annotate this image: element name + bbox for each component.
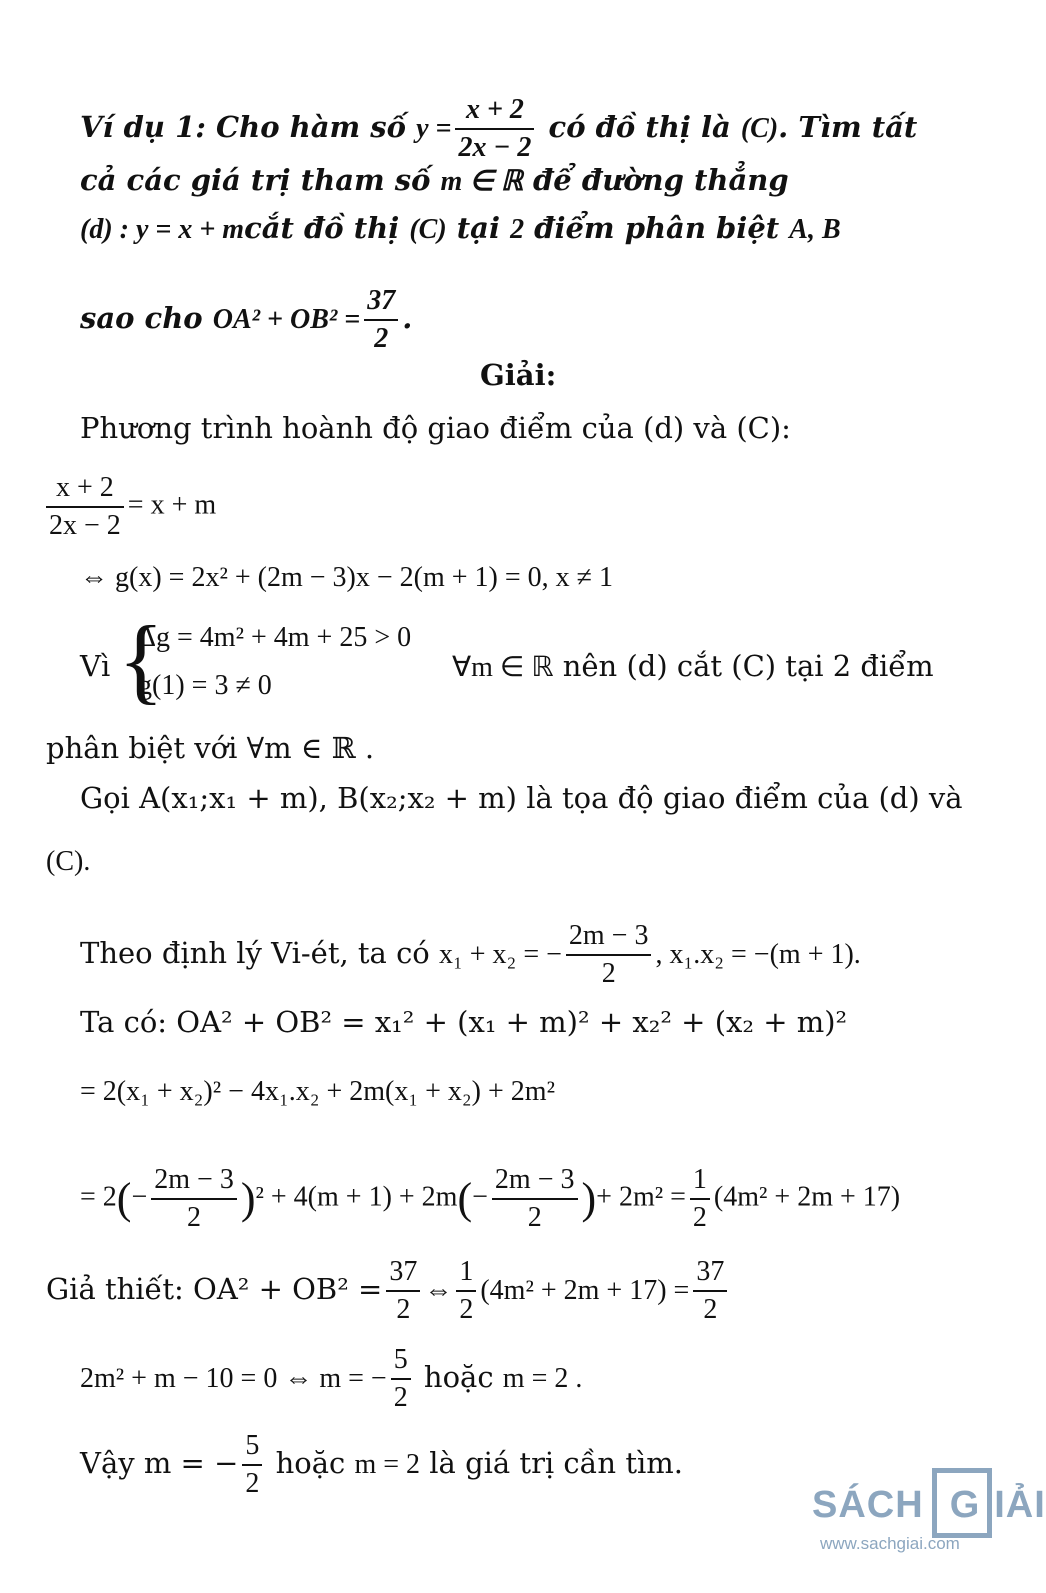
solution-line-6: Gọi A(x₁;x₁ + m), B(x₂;x₂ + m) là tọa độ giao điểm của (d) và: [80, 781, 963, 815]
math-expression: m = 2: [354, 1449, 421, 1480]
solution-text: là giá trị cần tìm.: [420, 1446, 683, 1480]
math-expression: ⇔: [424, 1275, 453, 1306]
logo-text: [812, 1484, 1046, 1527]
paren-open: (: [116, 1174, 132, 1223]
fraction-numerator: 37: [693, 1254, 727, 1292]
paren-close: ): [581, 1174, 597, 1223]
fraction-denominator: 2: [393, 1382, 408, 1413]
fraction-denominator: 2: [396, 1294, 411, 1325]
problem-text: . Tìm tất: [778, 110, 918, 144]
fraction-numerator: x + 2: [455, 92, 534, 130]
fraction-numerator: 37: [364, 283, 398, 321]
solution-text: Giả thiết: OA² + OB² =: [46, 1272, 383, 1306]
fraction: [456, 1254, 476, 1328]
fraction-numerator: 1: [690, 1162, 710, 1200]
problem-text: .: [402, 301, 413, 335]
problem-text: tại: [446, 211, 511, 245]
solution-text: Vậy m = −: [80, 1446, 239, 1480]
solution-line-4-vi: Vì: [80, 649, 111, 683]
paren-close: ): [240, 1174, 256, 1223]
solution-line-5: phân biệt với ∀m ∈ ℝ .: [46, 731, 375, 765]
math-expression: (C): [409, 214, 447, 245]
math-expression: −: [472, 1181, 488, 1213]
logo-text-left: SÁCH: [812, 1484, 924, 1526]
math-expression: , x₁.x₂ = −(m + 1).: [655, 939, 861, 970]
fraction: [566, 918, 652, 992]
fraction-numerator: 2m − 3: [492, 1162, 578, 1200]
problem-text: sao cho: [80, 301, 213, 335]
fraction: [364, 283, 398, 357]
system-row-2: g(1) = 3 ≠ 0: [138, 670, 272, 701]
logo-url: www.sachgiai.com: [820, 1534, 960, 1553]
logo-text-right: IẢI: [994, 1484, 1046, 1526]
solution-heading: Giải:: [480, 358, 557, 392]
fraction-denominator: 2x − 2: [49, 510, 121, 541]
fraction: [151, 1162, 237, 1236]
fraction-numerator: 1: [456, 1254, 476, 1292]
fraction-denominator: 2: [703, 1294, 718, 1325]
math-expression: (C): [740, 113, 779, 144]
solution-line-11: [80, 1162, 900, 1236]
fraction: [690, 1162, 710, 1236]
solution-text: nên (d) cắt (C) tại 2 điểm: [553, 649, 934, 683]
problem-text: để đường thẳng: [522, 163, 789, 197]
math-expression: ² + 4(m + 1) + 2m: [255, 1181, 458, 1213]
fraction-numerator: 2m − 3: [566, 918, 652, 956]
math-expression: 2m² + m − 10 = 0 ⇔ m = −: [80, 1363, 387, 1394]
math-expression: = 2: [80, 1181, 117, 1213]
fraction: [492, 1162, 578, 1236]
math-expression: (4m² + 2m + 17) =: [480, 1275, 690, 1306]
problem-text: cả các giá trị tham số: [80, 163, 441, 197]
math-expression: m ∈ ℝ: [440, 166, 523, 197]
fraction-numerator: 2m − 3: [151, 1162, 237, 1200]
math-expression: OA² + OB² =: [212, 304, 361, 335]
fraction-denominator: 2: [374, 323, 389, 354]
problem-text: Ví dụ 1: Cho hàm số: [80, 110, 417, 144]
solution-line-8: [80, 918, 861, 992]
fraction-numerator: x + 2: [46, 470, 124, 508]
solution-text: hoặc: [414, 1360, 503, 1394]
fraction-numerator: 37: [386, 1254, 420, 1292]
math-expression: = x + m: [127, 489, 217, 521]
solution-line-1: Phương trình hoành độ giao điểm của (d) và (C):: [80, 411, 791, 445]
fraction: [455, 92, 534, 166]
fraction: [242, 1428, 262, 1502]
solution-line-13: [80, 1342, 582, 1416]
solution-line-3: ⇔ g(x) = 2x² + (2m − 3)x − 2(m + 1) = 0, x ≠ 1: [80, 562, 614, 593]
problem-line-3: [80, 208, 841, 250]
math-expression: (4m² + 2m + 17): [713, 1181, 901, 1213]
paren-open: (: [457, 1174, 473, 1223]
logo-text-box: G: [949, 1484, 981, 1526]
solution-line-9: Ta có: OA² + OB² = x₁² + (x₁ + m)² + x₂² + (x₂ + m)²: [80, 1005, 848, 1039]
fraction-denominator: 2x − 2: [458, 132, 532, 163]
math-expression: + 2m² =: [596, 1181, 686, 1213]
problem-text: cắt đồ thị: [244, 211, 410, 245]
fraction-denominator: 2: [601, 958, 616, 989]
fraction-denominator: 2: [187, 1202, 202, 1233]
solution-line-10: = 2(x₁ + x₂)² − 4x₁.x₂ + 2m(x₁ + x₂) + 2m²: [80, 1076, 555, 1107]
math-expression: 2: [510, 214, 525, 245]
fraction: [46, 470, 124, 544]
sachgiai-logo: [812, 1468, 1046, 1578]
math-expression: x₁ + x₂ = −: [439, 939, 562, 970]
problem-line-2: [80, 160, 789, 202]
fraction-numerator: 5: [391, 1342, 411, 1380]
solution-line-4-post: [452, 646, 934, 688]
fraction-numerator: 5: [242, 1428, 262, 1466]
solution-line-2: [46, 470, 216, 544]
math-expression: ∀m ∈ ℝ: [452, 652, 554, 683]
problem-line-4: [80, 283, 412, 357]
fraction-denominator: 2: [245, 1468, 260, 1499]
problem-line-1: [80, 92, 917, 166]
solution-line-12: [46, 1254, 731, 1328]
fraction-denominator: 2: [459, 1294, 474, 1325]
math-expression: (d) : y = x + m: [80, 214, 245, 245]
problem-text: điểm phân biệt: [524, 211, 790, 245]
fraction-denominator: 2: [527, 1202, 542, 1233]
fraction: [391, 1342, 411, 1416]
problem-text: có đồ thị là: [538, 110, 741, 144]
system-brace: {: [118, 606, 165, 713]
fraction: [386, 1254, 420, 1328]
math-expression: m = 2 .: [502, 1363, 583, 1394]
solution-text: hoặc: [266, 1446, 355, 1480]
fraction: [693, 1254, 727, 1328]
math-expression: A, B: [789, 214, 841, 245]
solution-line-14: [80, 1428, 683, 1502]
math-expression: y =: [416, 113, 452, 144]
solution-text: Theo định lý Vi-ét, ta có: [80, 936, 439, 970]
fraction-denominator: 2: [692, 1202, 707, 1233]
system-row-1: Δg = 4m² + 4m + 25 > 0: [138, 622, 412, 653]
math-expression: −: [131, 1181, 148, 1213]
solution-line-7: (C).: [46, 846, 91, 877]
